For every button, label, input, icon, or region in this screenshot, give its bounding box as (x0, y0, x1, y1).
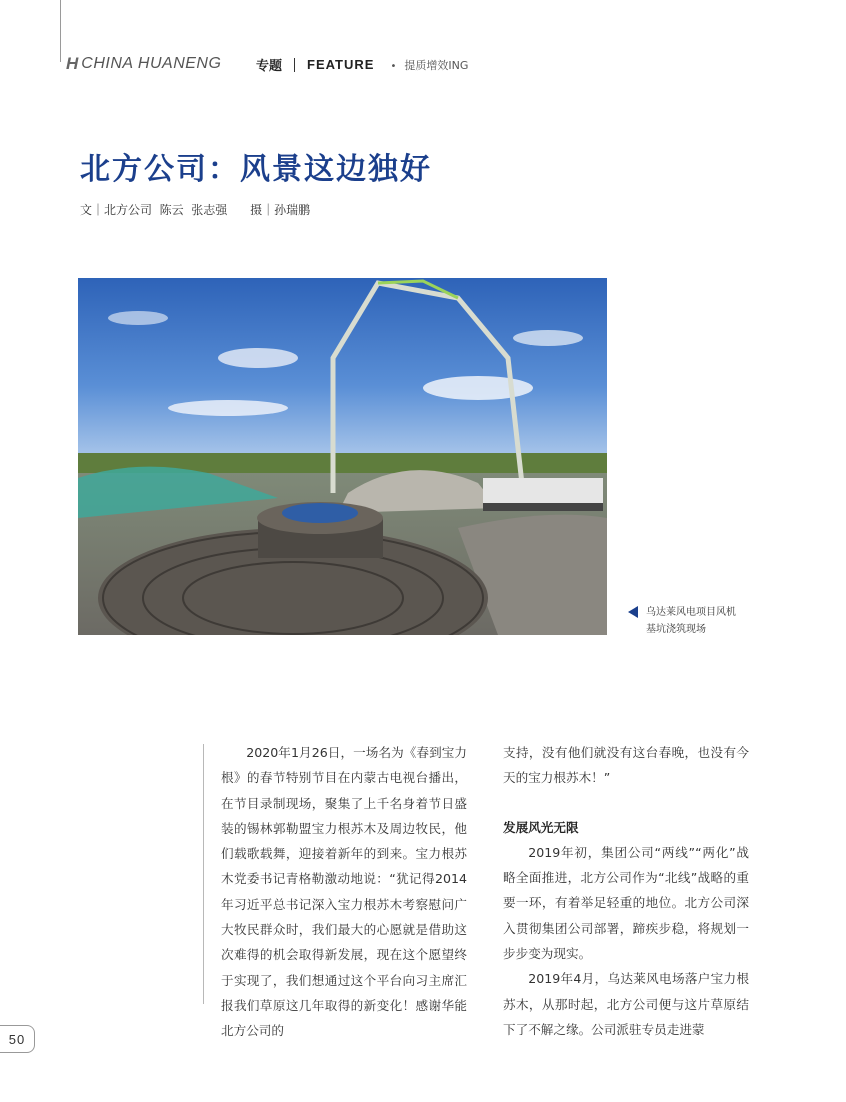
article-byline: 文｜北方公司 陈云 张志强 摄｜孙瑞鹏 (80, 203, 311, 217)
body-column-2 (503, 740, 749, 1042)
article-title: 北方公司：风景这边独好 (80, 152, 432, 187)
bullet-icon: • (390, 60, 397, 72)
section-label-cn: 专题 (256, 59, 283, 74)
section-divider (294, 58, 295, 72)
page-number: 50 (0, 1025, 35, 1053)
photo-caption (628, 604, 736, 638)
caption-line-2: 基坑浇筑现场 (646, 624, 706, 635)
paragraph: 2020年1月26日，一场名为《春到宝力根》的春节特别节目在内蒙古电视台播出，在节目录制现场，聚集了上千名身着节日盛装的锡林郭勒盟宝力根苏木及周边牧民，他们载歌载舞，迎接着新年的到来。宝力根苏木党委书记青格勒激动地说：“犹记得2014年习近平总书记深入宝力根苏木考察慰问广大牧民群众时，我们最大的心愿就是借助这次难得的机会取得新发展，现在这个愿望终于实现了，我们想通过这个平台向习主席汇报我们草原这几年取得的新变化！感谢华能北方公司的 (221, 745, 467, 1039)
column-rule (203, 744, 204, 1004)
brand-logo (66, 54, 221, 74)
paragraph: 2019年4月，乌达莱风电场落户宝力根苏木，从那时起，北方公司便与这片草原结下了不解之缘。公司派驻专员走进蒙 (503, 971, 749, 1037)
body-column-1 (221, 740, 467, 1044)
header-rule (60, 0, 61, 62)
construction-site-photo (78, 278, 607, 635)
paragraph: 2019年初，集团公司“两线”“两化”战略全面推进，北方公司作为“北线”战略的重要一环，有着举足轻重的地位。北方公司深入贯彻集团公司部署，蹄疾步稳，将规划一步步变为现实。 (503, 844, 749, 962)
section-header (256, 55, 468, 74)
caption-arrow-icon (628, 606, 638, 618)
caption-line-1: 乌达莱风电项目风机 (646, 607, 736, 618)
huaneng-logo-icon: H (66, 54, 78, 73)
section-subtitle-text: 提质增效ING (404, 58, 469, 72)
section-subheading: 发展风光无限 (503, 819, 579, 835)
brand-name: CHINA HUANENG (81, 55, 222, 72)
section-label-en: FEATURE (307, 57, 375, 72)
paragraph: 支持，没有他们就没有这台春晚，也没有今天的宝力根苏木！” (503, 745, 749, 786)
article-photo (78, 278, 607, 635)
section-subtitle (390, 57, 468, 73)
